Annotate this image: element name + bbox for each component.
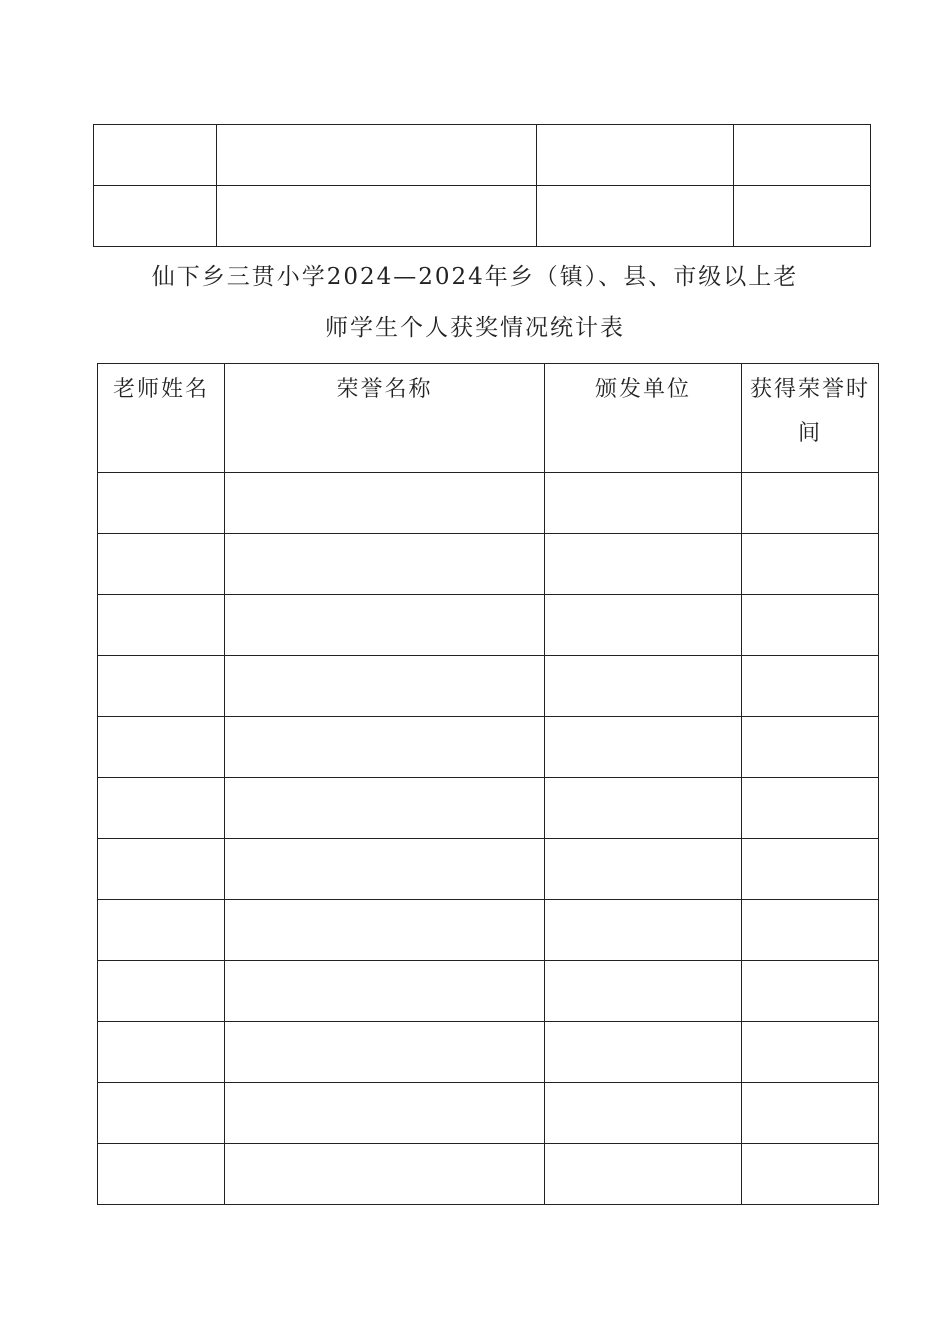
- table-cell: [545, 778, 742, 839]
- table-row: [98, 1083, 879, 1144]
- table-cell: [225, 473, 545, 534]
- table-cell: [742, 1083, 879, 1144]
- table-cell: [94, 186, 217, 247]
- table-cell: [225, 595, 545, 656]
- table-row: [98, 778, 879, 839]
- table-cell: [225, 839, 545, 900]
- table-cell: [742, 473, 879, 534]
- table-cell: [742, 656, 879, 717]
- table-cell: [217, 186, 537, 247]
- table-cell: [225, 534, 545, 595]
- table-row: [98, 473, 879, 534]
- table-cell: [742, 1022, 879, 1083]
- table-cell: [537, 125, 734, 186]
- table-row: [94, 186, 871, 247]
- header-award-time: 获得荣誉时间: [742, 364, 879, 473]
- table-cell: [742, 961, 879, 1022]
- table-cell: [98, 839, 225, 900]
- header-issuing-unit: 颁发单位: [545, 364, 742, 473]
- table-cell: [225, 717, 545, 778]
- document-title-line-1: 仙下乡三贯小学2024—2024年乡（镇）、县、市级以上老: [151, 264, 799, 290]
- table-cell: [98, 534, 225, 595]
- table-cell: [742, 778, 879, 839]
- table-cell: [742, 839, 879, 900]
- table-cell: [742, 1144, 879, 1205]
- table-cell: [545, 534, 742, 595]
- table-cell: [545, 839, 742, 900]
- table-cell: [98, 595, 225, 656]
- document-title-line-2: 师学生个人获奖情况统计表: [325, 315, 625, 341]
- table-cell: [545, 717, 742, 778]
- table-cell: [98, 1144, 225, 1205]
- award-statistics-table: [97, 363, 879, 1205]
- table-cell: [98, 1083, 225, 1144]
- table-row: [98, 717, 879, 778]
- table-cell: [225, 1083, 545, 1144]
- table-row: [98, 656, 879, 717]
- table-cell: [742, 900, 879, 961]
- table-cell: [225, 656, 545, 717]
- table-cell: [537, 186, 734, 247]
- table-header-row: [98, 364, 879, 473]
- table-cell: [545, 473, 742, 534]
- table-cell: [225, 778, 545, 839]
- table-row: [98, 595, 879, 656]
- table-row: [98, 961, 879, 1022]
- table-cell: [225, 900, 545, 961]
- table-cell: [742, 534, 879, 595]
- table-cell: [98, 473, 225, 534]
- table-cell: [545, 1022, 742, 1083]
- table-row: [94, 125, 871, 186]
- table-cell: [94, 125, 217, 186]
- table-cell: [98, 656, 225, 717]
- table-cell: [225, 1144, 545, 1205]
- table-cell: [98, 1022, 225, 1083]
- table-cell: [545, 961, 742, 1022]
- table-cell: [98, 961, 225, 1022]
- table-cell: [734, 186, 871, 247]
- header-honor-name: 荣誉名称: [225, 364, 545, 473]
- table-row: [98, 839, 879, 900]
- table-cell: [545, 656, 742, 717]
- previous-page-table-fragment: [93, 124, 871, 247]
- table-row: [98, 534, 879, 595]
- table-cell: [545, 1083, 742, 1144]
- table-cell: [545, 595, 742, 656]
- table-cell: [217, 125, 537, 186]
- table-cell: [734, 125, 871, 186]
- table-cell: [742, 595, 879, 656]
- table-row: [98, 1022, 879, 1083]
- table-cell: [98, 717, 225, 778]
- header-teacher-name: 老师姓名: [98, 364, 225, 473]
- table-cell: [742, 717, 879, 778]
- table-cell: [545, 1144, 742, 1205]
- table-row: [98, 1144, 879, 1205]
- table-cell: [225, 1022, 545, 1083]
- table-cell: [98, 778, 225, 839]
- table-row: [98, 900, 879, 961]
- table-cell: [545, 900, 742, 961]
- table-cell: [225, 961, 545, 1022]
- table-cell: [98, 900, 225, 961]
